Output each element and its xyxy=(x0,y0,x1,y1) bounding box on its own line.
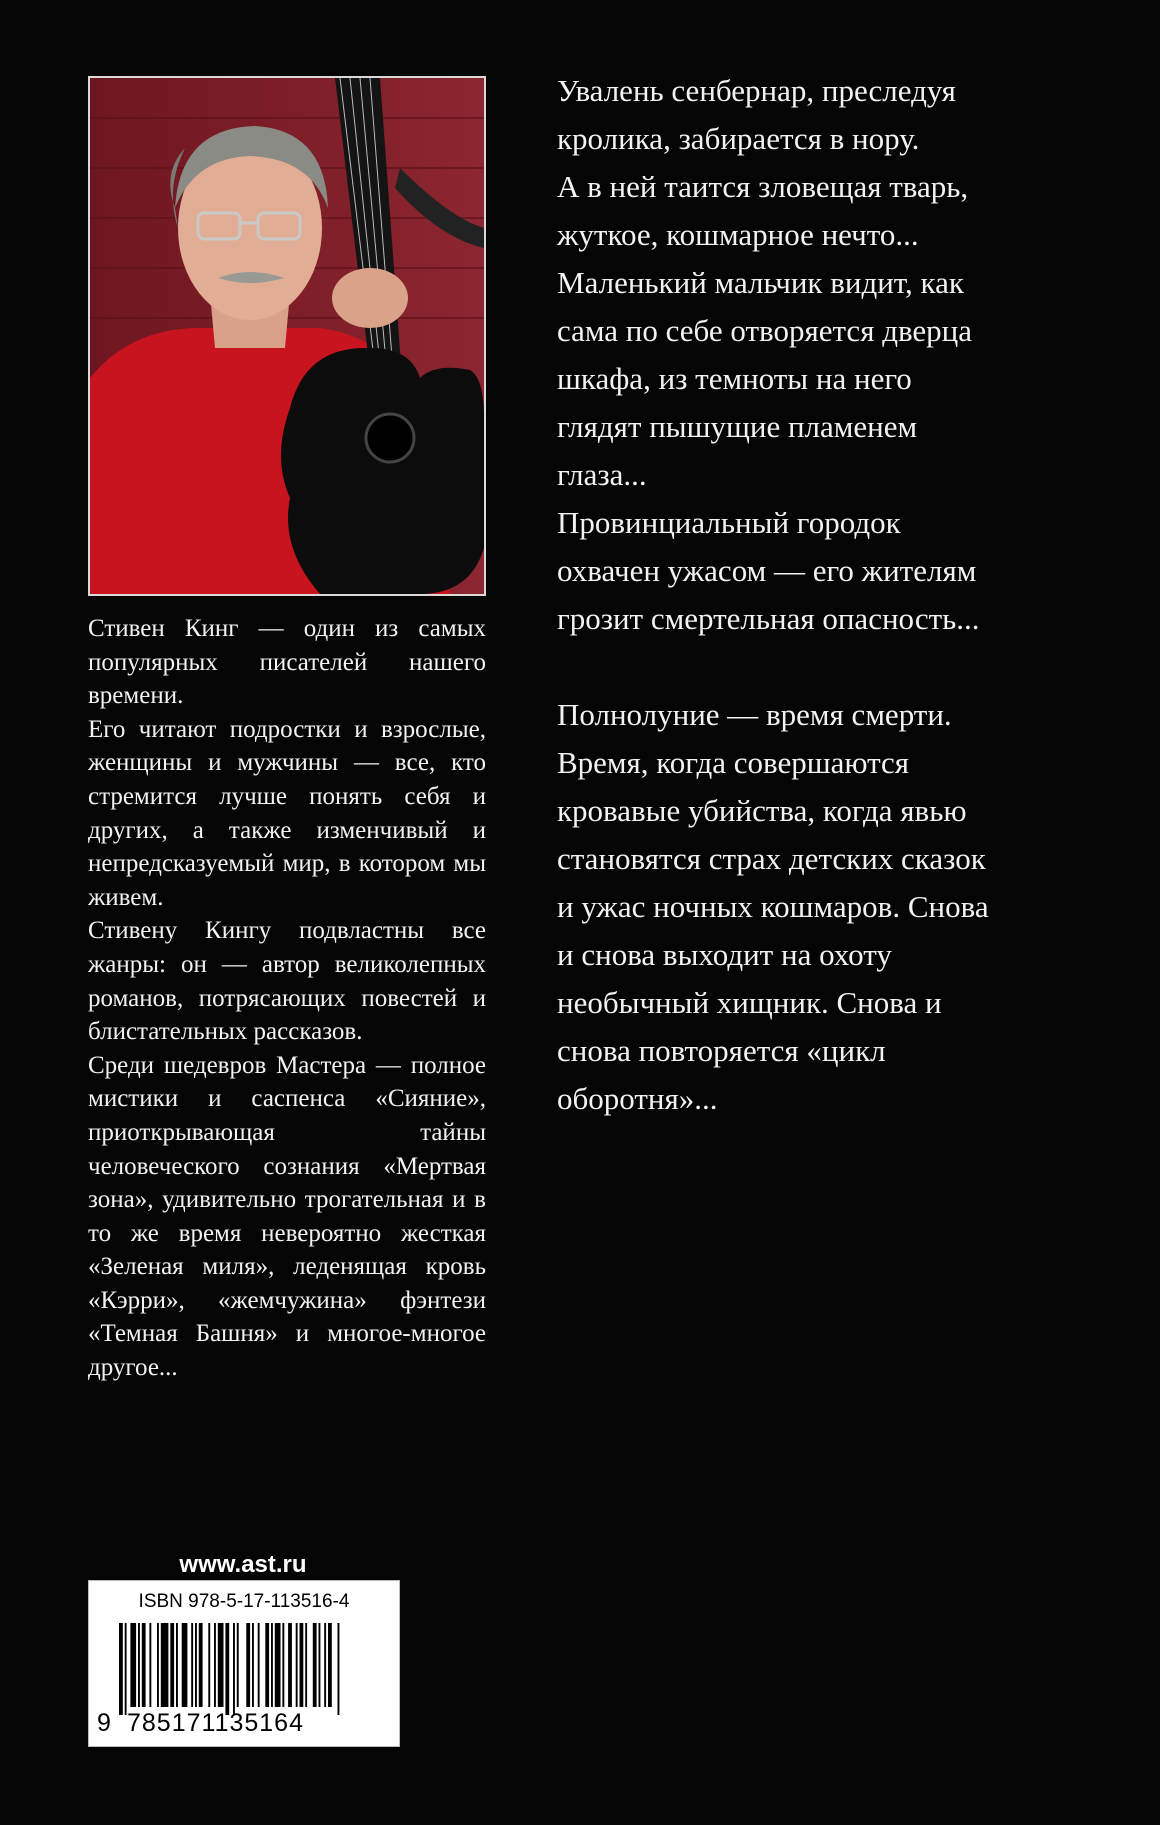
annotation-line: кровавые убийства, когда явью xyxy=(557,793,967,828)
barcode-bar xyxy=(258,1623,260,1707)
author-photo xyxy=(88,76,486,596)
annotation-line: охвачен ужасом — его жителям xyxy=(557,553,977,588)
annotation-line: грозит смертельная опасность... xyxy=(557,601,980,636)
annotation-line: шкафа, из темноты на него xyxy=(557,361,912,396)
barcode-bar xyxy=(182,1623,188,1707)
barcode-bar xyxy=(142,1623,146,1707)
annotation-line: Полнолуние — время смерти. xyxy=(557,697,952,732)
barcode-bar xyxy=(195,1623,197,1707)
barcode-bar xyxy=(237,1623,239,1707)
annotation-line: Маленький мальчик видит, как xyxy=(557,265,964,300)
ean-first-digit: 9 xyxy=(97,1709,112,1737)
barcode-bar xyxy=(233,1623,235,1715)
barcode-bar xyxy=(246,1623,250,1707)
barcode-bar xyxy=(149,1623,151,1707)
annotation-line: глядят пышущие пламенем xyxy=(557,409,918,444)
barcode-bar xyxy=(288,1623,292,1707)
author-bio xyxy=(88,612,486,1385)
annotation-line: и снова выходит на охоту xyxy=(557,937,892,972)
annotation-line: глаза... xyxy=(557,457,647,492)
annotation-line: Провинциальный городок xyxy=(557,505,901,540)
bio-paragraph: Его читают подростки и взрослые, женщины и мужчины — все, кто стремится лучше понять себя и других, а также изменчивый и непредсказуемый мир, в котором мы живем. xyxy=(88,715,486,911)
ean-digits: 785171135164 xyxy=(127,1709,304,1737)
isbn-number: ISBN 978-5-17-113516-4 xyxy=(138,1591,350,1612)
author-portrait-image xyxy=(90,78,484,594)
annotation-line: и ужас ночных кошмаров. Снова xyxy=(557,889,989,924)
barcode-bar xyxy=(125,1623,127,1715)
bio-paragraph: Среди шедевров Мастера — полное мистики и саспенса «Сияние», приоткрывающая тайны человеческого сознания «Мертвая зона», удивительно трогательная и в то же время невероятно жесткая «Зеленая миля», леденящая кровь «Кэрри», «жемчужина» фэнтези «Темная Башня» и многое-многое другое... xyxy=(88,1051,486,1382)
annotation-line: А в ней таится зловещая тварь, xyxy=(557,169,969,204)
annotation-line: снова повторяется «цикл xyxy=(557,1033,886,1068)
barcode-bar xyxy=(300,1623,304,1707)
annotation-line: становятся страх детских сказок xyxy=(557,841,986,876)
paragraph-gap xyxy=(557,643,1077,691)
barcode-bar xyxy=(296,1623,298,1707)
barcode-bar xyxy=(338,1623,340,1715)
barcode-bar xyxy=(119,1623,123,1715)
barcode-bar xyxy=(157,1623,159,1707)
barcode-bar xyxy=(138,1623,140,1707)
barcode-bar xyxy=(265,1623,269,1707)
barcode-bar xyxy=(170,1623,174,1707)
barcode-bar xyxy=(252,1623,254,1707)
barcode-bar xyxy=(130,1623,136,1707)
barcode-bar xyxy=(208,1623,210,1707)
annotation-line: оборотня»... xyxy=(557,1081,718,1116)
isbn-barcode xyxy=(88,1580,400,1747)
barcode-bar xyxy=(275,1623,281,1707)
barcode-bar xyxy=(271,1623,273,1707)
barcode-bar xyxy=(225,1623,229,1715)
annotation-line: сама по себе отворяется дверца xyxy=(557,313,973,348)
barcode-bar xyxy=(282,1623,284,1707)
barcode-bar xyxy=(214,1623,216,1707)
book-annotation xyxy=(557,67,1077,1123)
barcode-bar xyxy=(161,1623,169,1707)
barcode-bar xyxy=(218,1623,224,1707)
annotation-line: необычный хищник. Снова и xyxy=(557,985,942,1020)
barcode-bar xyxy=(319,1623,321,1707)
publisher-website: www.ast.ru xyxy=(179,1551,307,1578)
annotation-line: кролика, забирается в нору. xyxy=(557,121,920,156)
bio-paragraph: Стивен Кинг — один из самых популярных писателей нашего времени. xyxy=(88,615,486,710)
barcode-bar xyxy=(191,1623,193,1707)
barcode-bar xyxy=(324,1623,326,1707)
annotation-line: Время, когда совершаются xyxy=(557,745,910,780)
barcode-bar xyxy=(313,1623,317,1707)
barcode-bar xyxy=(176,1623,178,1707)
bio-paragraph: Стивену Кингу подвластны все жанры: он — автор великолепных романов, потрясающих повестей и блистательных рассказов. xyxy=(88,917,486,1046)
annotation-line: Увалень сенбернар, преследуя xyxy=(557,73,956,108)
barcode-bar xyxy=(328,1623,332,1707)
annotation-line: жуткое, кошмарное нечто... xyxy=(557,217,919,252)
barcode-bar xyxy=(305,1623,307,1707)
barcode-bar xyxy=(199,1623,203,1707)
